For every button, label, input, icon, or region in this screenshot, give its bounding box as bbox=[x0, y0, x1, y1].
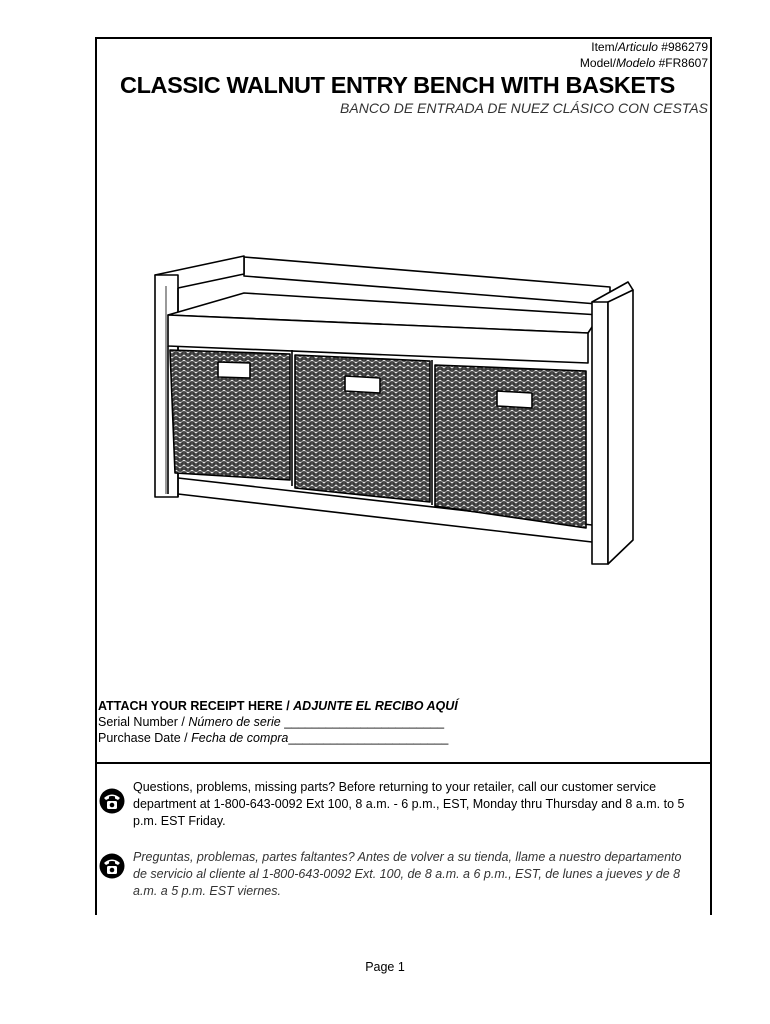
page-number: Page 1 bbox=[365, 960, 405, 974]
model-number: #FR8607 bbox=[655, 56, 708, 70]
purchase-date-label-es: Fecha de compra bbox=[191, 731, 289, 745]
purchase-date-line bbox=[98, 731, 448, 745]
model-label: Model/ bbox=[579, 56, 616, 70]
serial-label-es: Número de serie bbox=[188, 715, 281, 729]
telephone-icon bbox=[99, 787, 125, 815]
model-number-line bbox=[580, 55, 708, 71]
receipt-heading-en: ATTACH YOUR RECEIPT HERE / bbox=[98, 699, 294, 713]
telephone-icon bbox=[99, 852, 125, 880]
customer-service-english: Questions, problems, missing parts? Before returning to your retailer, call our customer service department at 1-800-643-0092 Ext 100, 8 a.m. - 6 p.m., EST, Monday thru Thursday and 8 a.m. to 5 p.m. EST Friday. bbox=[133, 780, 685, 828]
purchase-date-label: Purchase Date / bbox=[98, 731, 192, 745]
item-number: #986279 bbox=[657, 40, 708, 54]
serial-number-line bbox=[98, 715, 444, 729]
customer-service-spanish: Preguntas, problemas, partes faltantes? Antes de volver a su tienda, llame a nuestro departamento de servicio al cliente al 1-800-643-0092 Ext. 100, de 8 a.m. a 6 p.m., EST, de lunes a jueves y de 8 a.m. a 5 p.m. EST viernes. bbox=[133, 850, 682, 898]
purchase-date-blank: _______________________ bbox=[288, 731, 449, 745]
section-divider bbox=[95, 762, 712, 764]
receipt-heading bbox=[98, 699, 458, 713]
page-frame-left bbox=[95, 37, 97, 915]
receipt-heading-es: ADJUNTE EL RECIBO AQUÍ bbox=[293, 699, 458, 713]
product-subtitle: BANCO DE ENTRADA DE NUEZ CLÁSICO CON CESTAS bbox=[340, 100, 708, 116]
model-label-es: Modelo bbox=[615, 56, 656, 70]
item-label: Item/ bbox=[591, 40, 618, 54]
bench-illustration bbox=[140, 250, 640, 580]
serial-blank: _______________________ bbox=[280, 715, 445, 729]
item-label-es: Articulo bbox=[617, 40, 658, 54]
serial-label: Serial Number / bbox=[98, 715, 189, 729]
item-number-line bbox=[591, 39, 708, 55]
product-title: CLASSIC WALNUT ENTRY BENCH WITH BASKETS bbox=[120, 72, 675, 98]
page-frame-right bbox=[710, 37, 712, 915]
